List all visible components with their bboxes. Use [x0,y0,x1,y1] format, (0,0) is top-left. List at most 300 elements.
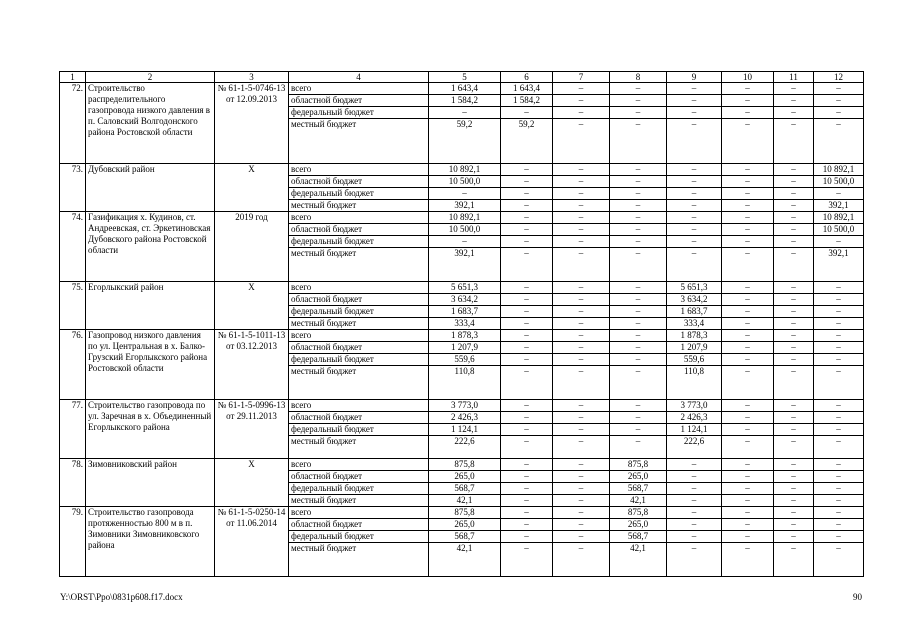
value-cell: – [667,459,722,471]
budget-source-label: всего [289,282,429,294]
value-cell: 875,8 [429,507,501,519]
value-cell: – [722,224,774,236]
value-cell: – [814,471,864,483]
value-cell: – [814,519,864,531]
value-cell: – [667,471,722,483]
value-cell: – [667,248,722,282]
row-number: 76. [60,330,86,400]
value-cell: – [774,107,814,119]
value-cell: – [722,330,774,342]
value-cell: – [553,83,610,95]
value-cell: – [814,495,864,507]
value-cell: – [774,330,814,342]
header-cell: 5 [429,72,501,83]
value-cell: – [553,107,610,119]
value-cell: – [501,412,553,424]
value-cell: – [610,119,667,164]
value-cell: 568,7 [610,483,667,495]
value-cell: – [667,543,722,577]
value-cell: 1 878,3 [429,330,501,342]
budget-source-label: федеральный бюджет [289,188,429,200]
budget-source-label: всего [289,459,429,471]
value-cell: – [553,330,610,342]
value-cell: – [774,354,814,366]
value-cell: – [667,507,722,519]
value-cell: – [610,236,667,248]
value-cell: – [722,212,774,224]
value-cell: – [814,424,864,436]
page-number: 90 [853,592,862,602]
value-cell: – [553,342,610,354]
value-cell: – [610,212,667,224]
budget-source-label: местный бюджет [289,543,429,577]
value-cell: – [722,188,774,200]
budget-source-label: федеральный бюджет [289,306,429,318]
table-row [60,83,864,95]
value-cell: – [722,495,774,507]
value-cell: – [667,188,722,200]
value-cell: – [722,531,774,543]
value-cell: – [774,507,814,519]
value-cell: – [722,95,774,107]
value-cell: – [814,294,864,306]
value-cell: – [722,459,774,471]
budget-source-label: местный бюджет [289,119,429,164]
value-cell: – [722,424,774,436]
budget-source-label: местный бюджет [289,318,429,330]
value-cell: 59,2 [429,119,501,164]
value-cell: – [553,400,610,412]
value-cell: – [774,164,814,176]
value-cell: 265,0 [429,471,501,483]
header-cell: 4 [289,72,429,83]
value-cell: – [814,354,864,366]
value-cell: – [722,519,774,531]
value-cell: – [722,294,774,306]
value-cell: – [553,507,610,519]
table-row [60,459,864,471]
budget-source-label: местный бюджет [289,366,429,400]
header-cell: 6 [501,72,553,83]
value-cell: – [774,200,814,212]
value-cell: – [722,354,774,366]
value-cell: – [610,436,667,459]
value-cell: – [774,83,814,95]
value-cell: 222,6 [667,436,722,459]
value-cell: 392,1 [814,200,864,212]
value-cell: 10 892,1 [814,212,864,224]
file-path: Y:\ORST\Ppo\0831p608.f17.docx [60,592,183,602]
budget-source-label: областной бюджет [289,519,429,531]
value-cell: 1 124,1 [667,424,722,436]
value-cell: – [722,83,774,95]
value-cell: – [501,459,553,471]
value-cell: – [814,483,864,495]
value-cell: – [667,119,722,164]
budget-source-label: местный бюджет [289,436,429,459]
document-ref: № 61-1-5-0250-14 от 11.06.2014 [215,507,289,577]
budget-table [59,71,864,577]
value-cell: – [501,330,553,342]
value-cell: – [553,200,610,212]
value-cell: – [667,164,722,176]
value-cell: – [553,306,610,318]
budget-source-label: всего [289,400,429,412]
value-cell: 3 634,2 [429,294,501,306]
value-cell: – [774,436,814,459]
value-cell: 265,0 [429,519,501,531]
budget-source-label: местный бюджет [289,495,429,507]
value-cell: – [610,95,667,107]
budget-source-label: областной бюджет [289,412,429,424]
value-cell: – [774,306,814,318]
value-cell: – [814,366,864,400]
value-cell: 3 634,2 [667,294,722,306]
value-cell: – [814,236,864,248]
budget-source-label: всего [289,212,429,224]
value-cell: – [553,282,610,294]
value-cell: – [553,519,610,531]
value-cell: – [722,107,774,119]
value-cell: – [501,164,553,176]
value-cell: – [501,495,553,507]
budget-source-label: всего [289,330,429,342]
value-cell: – [667,236,722,248]
value-cell: – [667,200,722,212]
value-cell: – [774,342,814,354]
value-cell: 875,8 [429,459,501,471]
value-cell: – [553,354,610,366]
document-ref: Х [215,164,289,212]
value-cell: – [553,318,610,330]
value-cell: – [610,176,667,188]
value-cell: – [722,400,774,412]
value-cell: 1 878,3 [667,330,722,342]
value-cell: – [501,400,553,412]
value-cell: – [501,507,553,519]
header-cell: 10 [722,72,774,83]
budget-source-label: всего [289,83,429,95]
value-cell: 42,1 [429,495,501,507]
table-row [60,330,864,342]
object-name: Газификация х. Кудинов, ст. Андреевская, ст. Эркетиновская Дубовского района Ростовской области [86,212,215,282]
value-cell: – [774,543,814,577]
row-number: 78. [60,459,86,507]
budget-source-label: областной бюджет [289,471,429,483]
value-cell: 875,8 [610,459,667,471]
value-cell: – [610,107,667,119]
value-cell: 42,1 [610,543,667,577]
value-cell: – [553,294,610,306]
value-cell: 333,4 [429,318,501,330]
document-ref: № 61-1-5-1011-13 от 03.12.2013 [215,330,289,400]
value-cell: – [722,236,774,248]
value-cell: 42,1 [429,543,501,577]
value-cell: – [553,424,610,436]
value-cell: – [774,471,814,483]
header-cell: 8 [610,72,667,83]
value-cell: – [610,400,667,412]
header-cell: 3 [215,72,289,83]
value-cell: 1 124,1 [429,424,501,436]
value-cell: – [553,224,610,236]
document-ref: 2019 год [215,212,289,282]
value-cell: – [610,354,667,366]
budget-source-label: областной бюджет [289,342,429,354]
value-cell: – [774,212,814,224]
value-cell: – [501,294,553,306]
value-cell: – [553,248,610,282]
value-cell: – [774,188,814,200]
value-cell: – [722,119,774,164]
value-cell: – [429,236,501,248]
value-cell: 110,8 [429,366,501,400]
value-cell: – [553,366,610,400]
object-name: Дубовский район [86,164,215,212]
value-cell: – [814,531,864,543]
value-cell: – [610,330,667,342]
value-cell: 10 892,1 [429,164,501,176]
value-cell: – [501,188,553,200]
value-cell: – [814,330,864,342]
value-cell: 265,0 [610,519,667,531]
value-cell: 333,4 [667,318,722,330]
value-cell: – [553,531,610,543]
value-cell: – [553,188,610,200]
value-cell: 1 683,7 [667,306,722,318]
value-cell: – [501,366,553,400]
value-cell: – [610,224,667,236]
value-cell: 568,7 [429,531,501,543]
value-cell: – [722,507,774,519]
value-cell: – [501,543,553,577]
value-cell: – [774,294,814,306]
header-cell: 2 [86,72,215,83]
value-cell: – [501,424,553,436]
value-cell: – [501,282,553,294]
value-cell: 10 892,1 [814,164,864,176]
budget-source-label: местный бюджет [289,200,429,212]
value-cell: 559,6 [667,354,722,366]
value-cell: – [722,543,774,577]
value-cell: – [429,107,501,119]
value-cell: 1 643,4 [501,83,553,95]
value-cell: – [553,119,610,164]
value-cell: – [814,188,864,200]
object-name: Газопровод низкого давления по ул. Центральная в х. Балко-Грузский Егорлыкского района Ростовской области [86,330,215,400]
value-cell: – [610,282,667,294]
object-name: Егорлыкский район [86,282,215,330]
value-cell: – [553,212,610,224]
value-cell: – [667,107,722,119]
value-cell: – [774,412,814,424]
value-cell: 10 500,0 [429,176,501,188]
header-cell: 1 [60,72,86,83]
value-cell: 222,6 [429,436,501,459]
value-cell: 2 426,3 [429,412,501,424]
object-name: Зимовниковский район [86,459,215,507]
value-cell: – [501,354,553,366]
value-cell: – [722,483,774,495]
value-cell: – [610,424,667,436]
value-cell: 1 683,7 [429,306,501,318]
document-ref: Х [215,459,289,507]
value-cell: – [722,366,774,400]
value-cell: – [774,400,814,412]
value-cell: – [610,412,667,424]
value-cell: 10 500,0 [814,176,864,188]
document-ref: Х [215,282,289,330]
header-cell: 11 [774,72,814,83]
value-cell: – [667,224,722,236]
value-cell: – [667,519,722,531]
value-cell: – [501,342,553,354]
value-cell: 3 773,0 [429,400,501,412]
table-row [60,212,864,224]
value-cell: 1 207,9 [667,342,722,354]
budget-source-label: федеральный бюджет [289,483,429,495]
value-cell: – [553,176,610,188]
budget-source-label: всего [289,164,429,176]
row-number: 75. [60,282,86,330]
value-cell: – [501,176,553,188]
value-cell: – [814,83,864,95]
value-cell: 1 584,2 [501,95,553,107]
budget-source-label: федеральный бюджет [289,354,429,366]
value-cell: 392,1 [429,200,501,212]
value-cell: – [610,306,667,318]
value-cell: – [814,95,864,107]
value-cell: – [774,224,814,236]
value-cell: – [501,306,553,318]
value-cell: – [553,471,610,483]
value-cell: – [501,519,553,531]
value-cell: – [501,107,553,119]
value-cell: – [501,212,553,224]
value-cell: – [722,436,774,459]
row-number: 79. [60,507,86,577]
document-ref: № 61-1-5-0746-13 от 12.09.2013 [215,83,289,164]
value-cell: – [774,176,814,188]
value-cell: – [610,248,667,282]
budget-source-label: областной бюджет [289,224,429,236]
value-cell: – [722,176,774,188]
value-cell: 265,0 [610,471,667,483]
value-cell: – [501,471,553,483]
value-cell: – [774,519,814,531]
budget-source-label: областной бюджет [289,294,429,306]
value-cell: – [610,294,667,306]
value-cell: 1 643,4 [429,83,501,95]
value-cell: – [667,483,722,495]
value-cell: 392,1 [429,248,501,282]
value-cell: – [722,318,774,330]
value-cell: 1 207,9 [429,342,501,354]
value-cell: – [774,459,814,471]
value-cell: – [610,164,667,176]
value-cell: – [774,119,814,164]
value-cell: 5 651,3 [667,282,722,294]
value-cell: – [501,248,553,282]
header-row [60,72,864,83]
value-cell: – [814,119,864,164]
value-cell: – [774,95,814,107]
table-row [60,282,864,294]
value-cell: – [774,531,814,543]
value-cell: – [814,306,864,318]
value-cell: – [501,236,553,248]
value-cell: – [814,318,864,330]
header-cell: 12 [814,72,864,83]
value-cell: – [722,164,774,176]
value-cell: 875,8 [610,507,667,519]
value-cell: – [722,306,774,318]
value-cell: – [553,543,610,577]
value-cell: 10 500,0 [429,224,501,236]
value-cell: – [610,342,667,354]
value-cell: – [667,495,722,507]
value-cell: – [774,248,814,282]
value-cell: – [553,483,610,495]
row-number: 73. [60,164,86,212]
value-cell: – [501,224,553,236]
value-cell: – [553,95,610,107]
object-name: Строительство распределительного газопровода низкого давления в п. Саловский Волгодонского района Ростовской области [86,83,215,164]
value-cell: – [774,318,814,330]
value-cell: – [814,543,864,577]
row-number: 72. [60,83,86,164]
value-cell: 42,1 [610,495,667,507]
value-cell: – [814,400,864,412]
value-cell: – [501,318,553,330]
table-row [60,164,864,176]
value-cell: – [610,366,667,400]
value-cell: 10 892,1 [429,212,501,224]
row-number: 74. [60,212,86,282]
value-cell: – [722,412,774,424]
value-cell: – [553,236,610,248]
value-cell: – [814,459,864,471]
object-name: Строительство газопровода протяженностью 800 м в п. Зимовники Зимовниковского района [86,507,215,577]
header-cell: 9 [667,72,722,83]
row-number: 77. [60,400,86,459]
header-cell: 7 [553,72,610,83]
value-cell: – [774,282,814,294]
value-cell: – [667,212,722,224]
budget-source-label: всего [289,507,429,519]
value-cell: – [553,412,610,424]
value-cell: – [814,107,864,119]
value-cell: – [610,83,667,95]
value-cell: 568,7 [429,483,501,495]
value-cell: 392,1 [814,248,864,282]
value-cell: – [814,282,864,294]
value-cell: – [667,176,722,188]
value-cell: – [722,248,774,282]
value-cell: 3 773,0 [667,400,722,412]
value-cell: – [429,188,501,200]
value-cell: – [501,531,553,543]
value-cell: – [667,83,722,95]
document-ref: № 61-1-5-0996-13 от 29.11.2013 [215,400,289,459]
value-cell: – [667,531,722,543]
budget-source-label: федеральный бюджет [289,107,429,119]
value-cell: – [722,200,774,212]
table-row [60,507,864,519]
budget-source-label: местный бюджет [289,248,429,282]
value-cell: – [501,200,553,212]
value-cell: – [553,436,610,459]
